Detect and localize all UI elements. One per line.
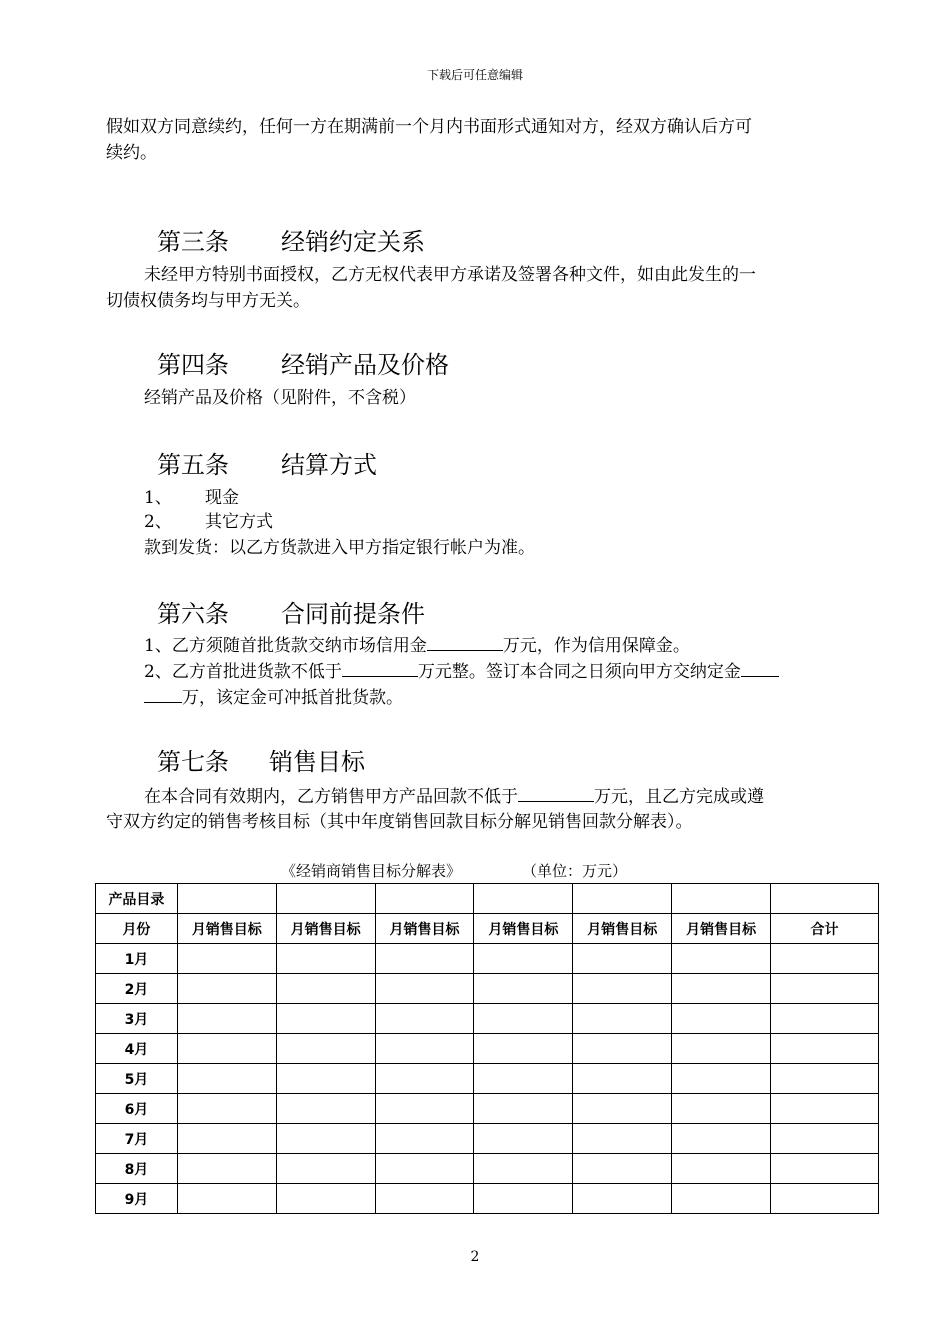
blank-line — [518, 783, 594, 802]
article-7-line-1 — [144, 783, 764, 811]
article-3-title: 经销约定关系 — [281, 228, 425, 256]
article-6-line-2-end: 万元整。签订本合同之日须向甲方交纳定金 — [417, 662, 741, 682]
column-header: 月销售目标 — [474, 914, 573, 944]
month-cell: 7月 — [96, 1124, 178, 1154]
blank-line — [741, 658, 779, 677]
month-cell: 2月 — [96, 974, 178, 1004]
table-unit: （单位：万元） — [522, 862, 628, 880]
empty-cell — [276, 884, 375, 914]
table-row-product — [96, 884, 879, 914]
table-caption: 《经销商销售目标分解表》 — [281, 862, 462, 880]
article-5-title: 结算方式 — [281, 451, 377, 479]
column-header: 月销售目标 — [276, 914, 375, 944]
blank-line — [342, 658, 418, 677]
column-header: 月销售目标 — [573, 914, 672, 944]
empty-cell — [177, 884, 276, 914]
empty-cell — [672, 884, 771, 914]
article-6-number: 第六条 — [157, 600, 229, 628]
table-row — [96, 944, 879, 974]
page-header: 下载后可任意编辑 — [426, 68, 523, 82]
empty-cell — [771, 884, 879, 914]
article-3-line-2: 切债权债务均与甲方无关。 — [106, 291, 310, 311]
month-cell: 8月 — [96, 1154, 178, 1184]
article-6-line-2 — [144, 658, 779, 686]
column-header: 月销售目标 — [177, 914, 276, 944]
product-header-cell: 产品目录 — [96, 884, 178, 914]
sales-target-table — [95, 883, 879, 1214]
article-4-title: 经销产品及价格 — [281, 351, 449, 379]
empty-cell — [573, 884, 672, 914]
article-7-line-1-end: 万元，且乙方完成或遵 — [594, 787, 764, 807]
article-4-number: 第四条 — [157, 351, 229, 379]
article-3-heading — [157, 222, 425, 257]
article-4-line-1: 经销产品及价格（见附件，不含税） — [144, 388, 416, 408]
article-5-note: 款到发货：以乙方货款进入甲方指定银行帐户为准。 — [144, 538, 535, 558]
article-7-line-1-start: 在本合同有效期内，乙方销售甲方产品回款不低于 — [144, 787, 518, 807]
article-5-item-2-text: 其它方式 — [205, 512, 273, 532]
month-cell: 9月 — [96, 1184, 178, 1214]
article-6-line-1-end: 万元，作为信用保障金。 — [502, 636, 690, 656]
blank-line — [427, 632, 503, 651]
article-6-heading — [157, 594, 425, 629]
article-6-line-3-text: 万，该定金可冲抵首批货款。 — [182, 688, 403, 708]
table-row — [96, 1154, 879, 1184]
table-row — [96, 1004, 879, 1034]
article-7-heading — [157, 742, 365, 777]
article-3-line-1: 未经甲方特别书面授权，乙方无权代表甲方承诺及签署各种文件，如由此发生的一 — [144, 265, 756, 285]
article-7-line-2: 守双方约定的销售考核目标（其中年度销售回款目标分解见销售回款分解表）。 — [106, 812, 693, 832]
article-7-number: 第七条 — [157, 748, 229, 776]
month-cell: 3月 — [96, 1004, 178, 1034]
table-row — [96, 1184, 879, 1214]
month-cell: 4月 — [96, 1034, 178, 1064]
intro-line-1: 假如双方同意续约，任何一方在期满前一个月内书面形式通知对方，经双方确认后方可 — [106, 117, 752, 137]
article-5-item-2-number: 2、 — [144, 512, 172, 532]
article-5-item-1-text: 现金 — [205, 488, 239, 508]
month-cell: 5月 — [96, 1064, 178, 1094]
article-5-number: 第五条 — [157, 451, 229, 479]
article-6-line-2-start: 2、乙方首批进货款不低于 — [144, 662, 342, 682]
page-number: 2 — [470, 1249, 480, 1265]
table-row — [96, 1094, 879, 1124]
table-row — [96, 974, 879, 1004]
column-header: 月销售目标 — [672, 914, 771, 944]
article-3-number: 第三条 — [157, 228, 229, 256]
table-row — [96, 1064, 879, 1094]
article-7-title: 销售目标 — [269, 748, 365, 776]
empty-cell — [375, 884, 474, 914]
table-row-header — [96, 914, 879, 944]
article-4-heading — [157, 345, 449, 380]
month-cell: 6月 — [96, 1094, 178, 1124]
article-5-heading — [157, 445, 377, 480]
table-row — [96, 1124, 879, 1154]
empty-cell — [474, 884, 573, 914]
article-6-line-1 — [144, 632, 690, 660]
month-header-cell: 月份 — [96, 914, 178, 944]
blank-line — [144, 684, 182, 703]
article-6-line-1-start: 1、乙方须随首批货款交纳市场信用金 — [144, 636, 427, 656]
column-header: 月销售目标 — [375, 914, 474, 944]
article-6-title: 合同前提条件 — [281, 600, 425, 628]
month-cell: 1月 — [96, 944, 178, 974]
article-6-line-3 — [144, 684, 403, 712]
table-row — [96, 1034, 879, 1064]
total-column-header: 合计 — [771, 914, 879, 944]
article-5-item-1-number: 1、 — [144, 488, 172, 508]
intro-line-2: 续约。 — [106, 143, 157, 163]
